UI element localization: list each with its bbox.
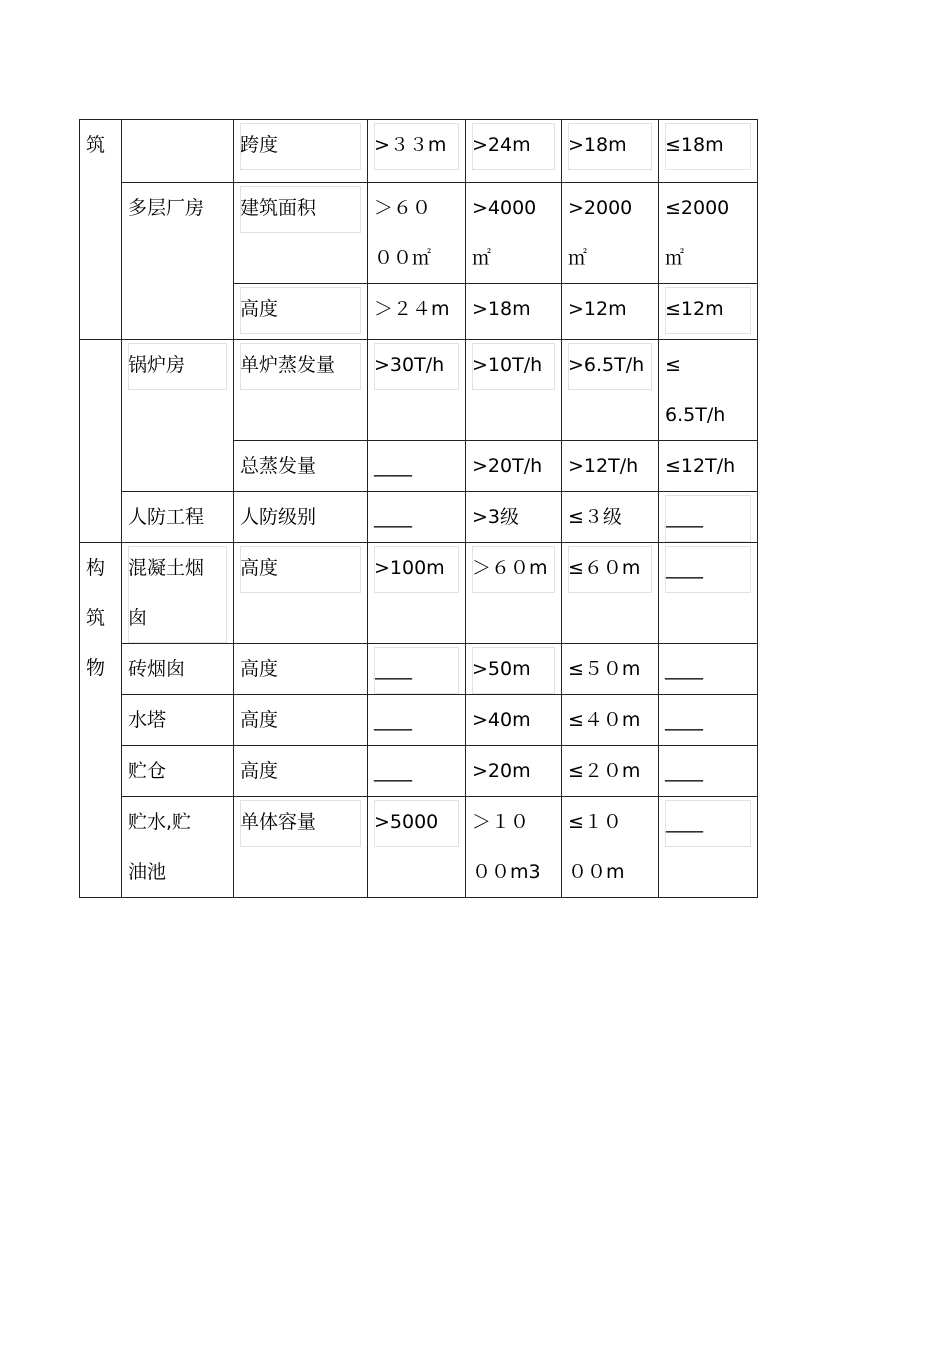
value-cell: ____ [659,543,758,644]
subcategory-cell: 人防工程 [122,492,234,543]
value-cell: >100m [368,543,466,644]
value-cell: ＞２４m [368,284,466,340]
item-cell: 单体容量 [234,797,368,898]
value-cell: >10T/h [466,340,562,441]
value-cell: >30T/h [368,340,466,441]
category-cell: 筑 [80,120,122,340]
value-cell: ≤12T/h [659,441,758,492]
value-cell: ____ [659,492,758,543]
table-row [80,183,758,284]
subcategory-cell [122,120,234,183]
value-cell: ≤18m [659,120,758,183]
value-cell: >5000 [368,797,466,898]
table-row [80,644,758,695]
value-cell: >12m [562,284,659,340]
value-cell: ____ [659,695,758,746]
table-row [80,120,758,183]
subcategory-cell: 砖烟囱 [122,644,234,695]
table-row [80,695,758,746]
value-cell: >4000 ㎡ [466,183,562,284]
item-cell: 单炉蒸发量 [234,340,368,441]
value-cell: >40m [466,695,562,746]
building-class-table [79,119,758,898]
table-row [80,492,758,543]
value-cell: ≤２０m [562,746,659,797]
value-cell: ____ [368,492,466,543]
value-cell: ≤４０m [562,695,659,746]
value-cell: >2000 ㎡ [562,183,659,284]
value-cell: >24m [466,120,562,183]
value-cell: ____ [659,644,758,695]
item-cell: 高度 [234,284,368,340]
value-cell: ≤2000 ㎡ [659,183,758,284]
value-cell: ____ [659,797,758,898]
subcategory-cell: 多层厂房 [122,183,234,340]
value-cell: ____ [368,695,466,746]
value-cell: ＞６０ ００㎡ [368,183,466,284]
item-cell: 跨度 [234,120,368,183]
value-cell: ____ [368,746,466,797]
table-row [80,797,758,898]
value-cell: >18m [466,284,562,340]
value-cell: ＞６０m [466,543,562,644]
subcategory-cell: 贮仓 [122,746,234,797]
subcategory-cell: 锅炉房 [122,340,234,492]
value-cell: ____ [368,644,466,695]
item-cell: 人防级别 [234,492,368,543]
value-cell: >50m [466,644,562,695]
value-cell: ____ [368,441,466,492]
value-cell: ≤５０m [562,644,659,695]
value-cell: >３３m [368,120,466,183]
subcategory-cell: 贮水,贮 油池 [122,797,234,898]
value-cell: >20m [466,746,562,797]
value-cell: ≤３级 [562,492,659,543]
value-cell: ____ [659,746,758,797]
value-cell: ≤１０ ００m [562,797,659,898]
category-cell: 构 筑 物 [80,543,122,898]
item-cell: 总蒸发量 [234,441,368,492]
value-cell: >18m [562,120,659,183]
item-cell: 高度 [234,543,368,644]
value-cell: >20T/h [466,441,562,492]
table-row [80,746,758,797]
value-cell: ≤６０m [562,543,659,644]
item-cell: 建筑面积 [234,183,368,284]
item-cell: 高度 [234,695,368,746]
value-cell: >3级 [466,492,562,543]
item-cell: 高度 [234,746,368,797]
table-row [80,340,758,441]
value-cell: ＞１０ ００m3 [466,797,562,898]
value-cell: ≤ 6.5T/h [659,340,758,441]
item-cell: 高度 [234,644,368,695]
value-cell: >12T/h [562,441,659,492]
subcategory-cell: 混凝土烟 囱 [122,543,234,644]
value-cell: >6.5T/h [562,340,659,441]
subcategory-cell: 水塔 [122,695,234,746]
table-row [80,543,758,644]
value-cell: ≤12m [659,284,758,340]
category-cell [80,340,122,543]
